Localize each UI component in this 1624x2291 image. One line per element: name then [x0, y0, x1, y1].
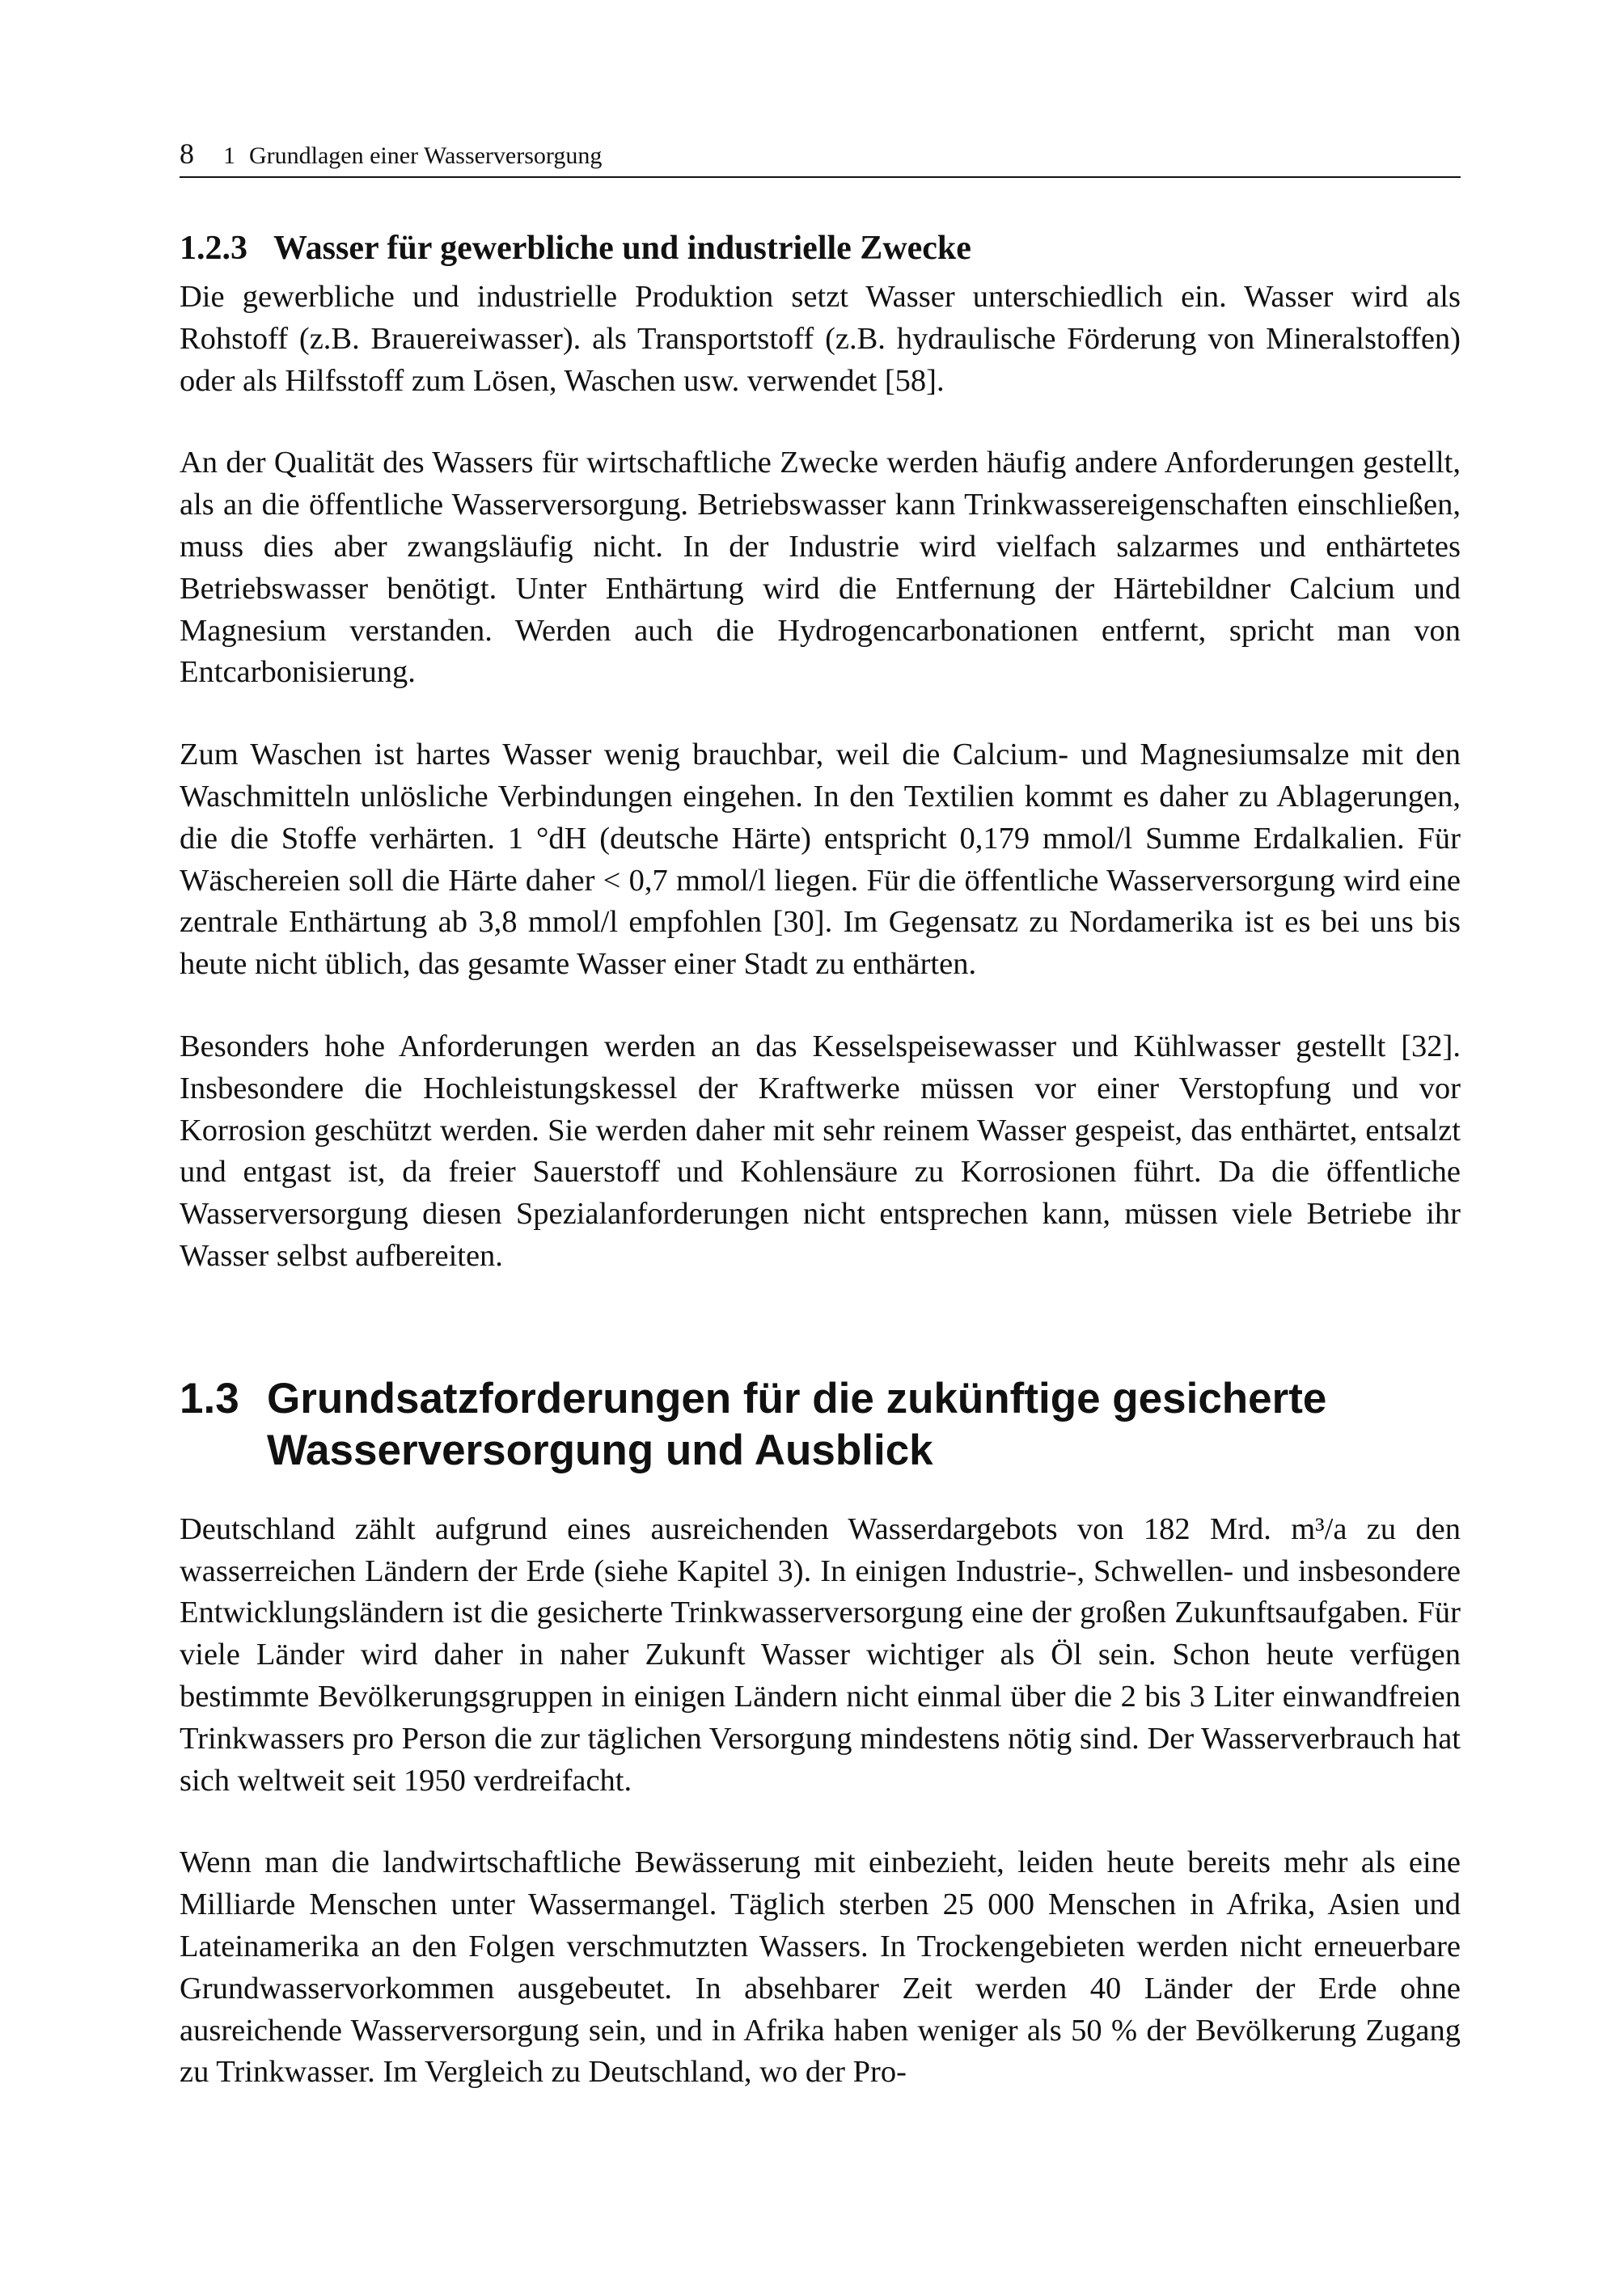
section-heading	[180, 1373, 1461, 1477]
paragraph-boiler-feed-water: Besonders hohe Anforderungen werden an das Kesselspeisewasser und Kühlwasser gestellt [32]. Insbesondere die Hochleistungskessel der Kraftwerke müssen vor einer Verstopfung und vor Korrosion geschützt werden. Sie werden daher mit sehr reinem Wasser gespeist, das enthärtet, entsalzt und entgast ist, da freier Sauerstoff und Kohlensäure zu Korrosionen führt. Da die öffentliche Wasserversorgung diesen Spezialanforderungen nicht entsprechen kann, müssen viele Betriebe ihr Wasser selbst aufbereiten.	[180, 1029, 1461, 1273]
chapter-number: 1	[223, 142, 235, 169]
subsection-number: 1.2.3	[180, 230, 247, 267]
paragraph-industrial-use: Die gewerbliche und industrielle Produktion setzt Wasser unterschiedlich ein. Wasser wird als Rohstoff (z.B. Brauereiwasser). als Transportstoff (z.B. hydraulische Förderung von Mineralstoffen) oder als Hilfsstoff zum Lösen, Waschen usw. verwendet [58].	[180, 280, 1461, 398]
page-number: 8	[180, 137, 194, 170]
section-title: Grundsatzforderungen für die zukünftige gesicherte Wasserversorgung und Ausblick	[267, 1374, 1327, 1474]
section-number: 1.3	[180, 1374, 239, 1422]
paragraph-water-quality: An der Qualität des Wassers für wirtschaftliche Zwecke werden häufig andere Anforderungen gestellt, als an die öffentliche Wasserversorgung. Betriebswasser kann Trinkwassereigenschaften einschließen, muss dies aber zwangsläufig nicht. In der Industrie wird vielfach salzarmes und enthärtetes Betriebswasser benötigt. Unter Enthärtung wird die Entfernung der Härtebildner Calcium und Magnesium verstanden. Werden auch die Hydrogencarbonationen entfernt, spricht man von Entcarbonisierung.	[180, 446, 1461, 690]
subsection-heading	[180, 226, 1461, 270]
running-header	[180, 136, 1461, 178]
subsection-title: Wasser für gewerbliche und industrielle Zwecke	[273, 230, 971, 267]
paragraph-water-scarcity: Wenn man die landwirtschaftliche Bewässerung mit einbezieht, leiden heute bereits mehr als eine Milliarde Menschen unter Wassermangel. Täglich sterben 25 000 Menschen in Afrika, Asien und Lateinamerika an den Folgen verschmutzten Wassers. In Trockengebieten werden nicht erneuerbare Grundwasservorkommen ausgebeutet. In absehbarer Zeit werden 40 Länder der Erde ohne ausreichende Wasserversorgung sein, und in Afrika haben weniger als 50 % der Bevölkerung Zugang zu Trinkwasser. Im Vergleich zu Deutschland, wo der Pro-	[180, 1845, 1461, 2090]
paragraph-washing-hardness: Zum Waschen ist hartes Wasser wenig brauchbar, weil die Calcium- und Magnesiumsalze mit den Waschmitteln unlösliche Verbindungen eingehen. In den Textilien kommt es daher zu Ablagerungen, die die Stoffe verhärten. 1 °dH (deutsche Härte) entspricht 0,179 mmol/l Summe Erdalkalien. Für Wäschereien soll die Härte daher < 0,7 mmol/l liegen. Für die öffentliche Wasserversorgung wird eine zentrale Enthärtung ab 3,8 mmol/l empfohlen [30]. Im Gegensatz zu Nordamerika ist es bei uns bis heute nicht üblich, das gesamte Wasser einer Stadt zu enthärten.	[180, 738, 1461, 982]
chapter-title: Grundlagen einer Wasserversorgung	[249, 142, 603, 169]
paragraph-water-resources: Deutschland zählt aufgrund eines ausreichenden Wasserdargebots von 182 Mrd. m³/a zu den wasserreichen Ländern der Erde (siehe Kapitel 3). In einigen Industrie-, Schwellen- und insbesondere Entwicklungsländern ist die gesicherte Trinkwasserversorgung eine der großen Zukunftsaufgaben. Für viele Länder wird daher in naher Zukunft Wasser wichtiger als Öl sein. Schon heute verfügen bestimmte Bevölkerungsgruppen in einigen Ländern nicht einmal über die 2 bis 3 Liter einwandfreien Trinkwassers pro Person die zur täglichen Versorgung mindestens nötig sind. Der Wasserverbrauch hat sich weltweit seit 1950 verdreifacht.	[180, 1511, 1461, 1798]
page-content	[180, 226, 1461, 2094]
